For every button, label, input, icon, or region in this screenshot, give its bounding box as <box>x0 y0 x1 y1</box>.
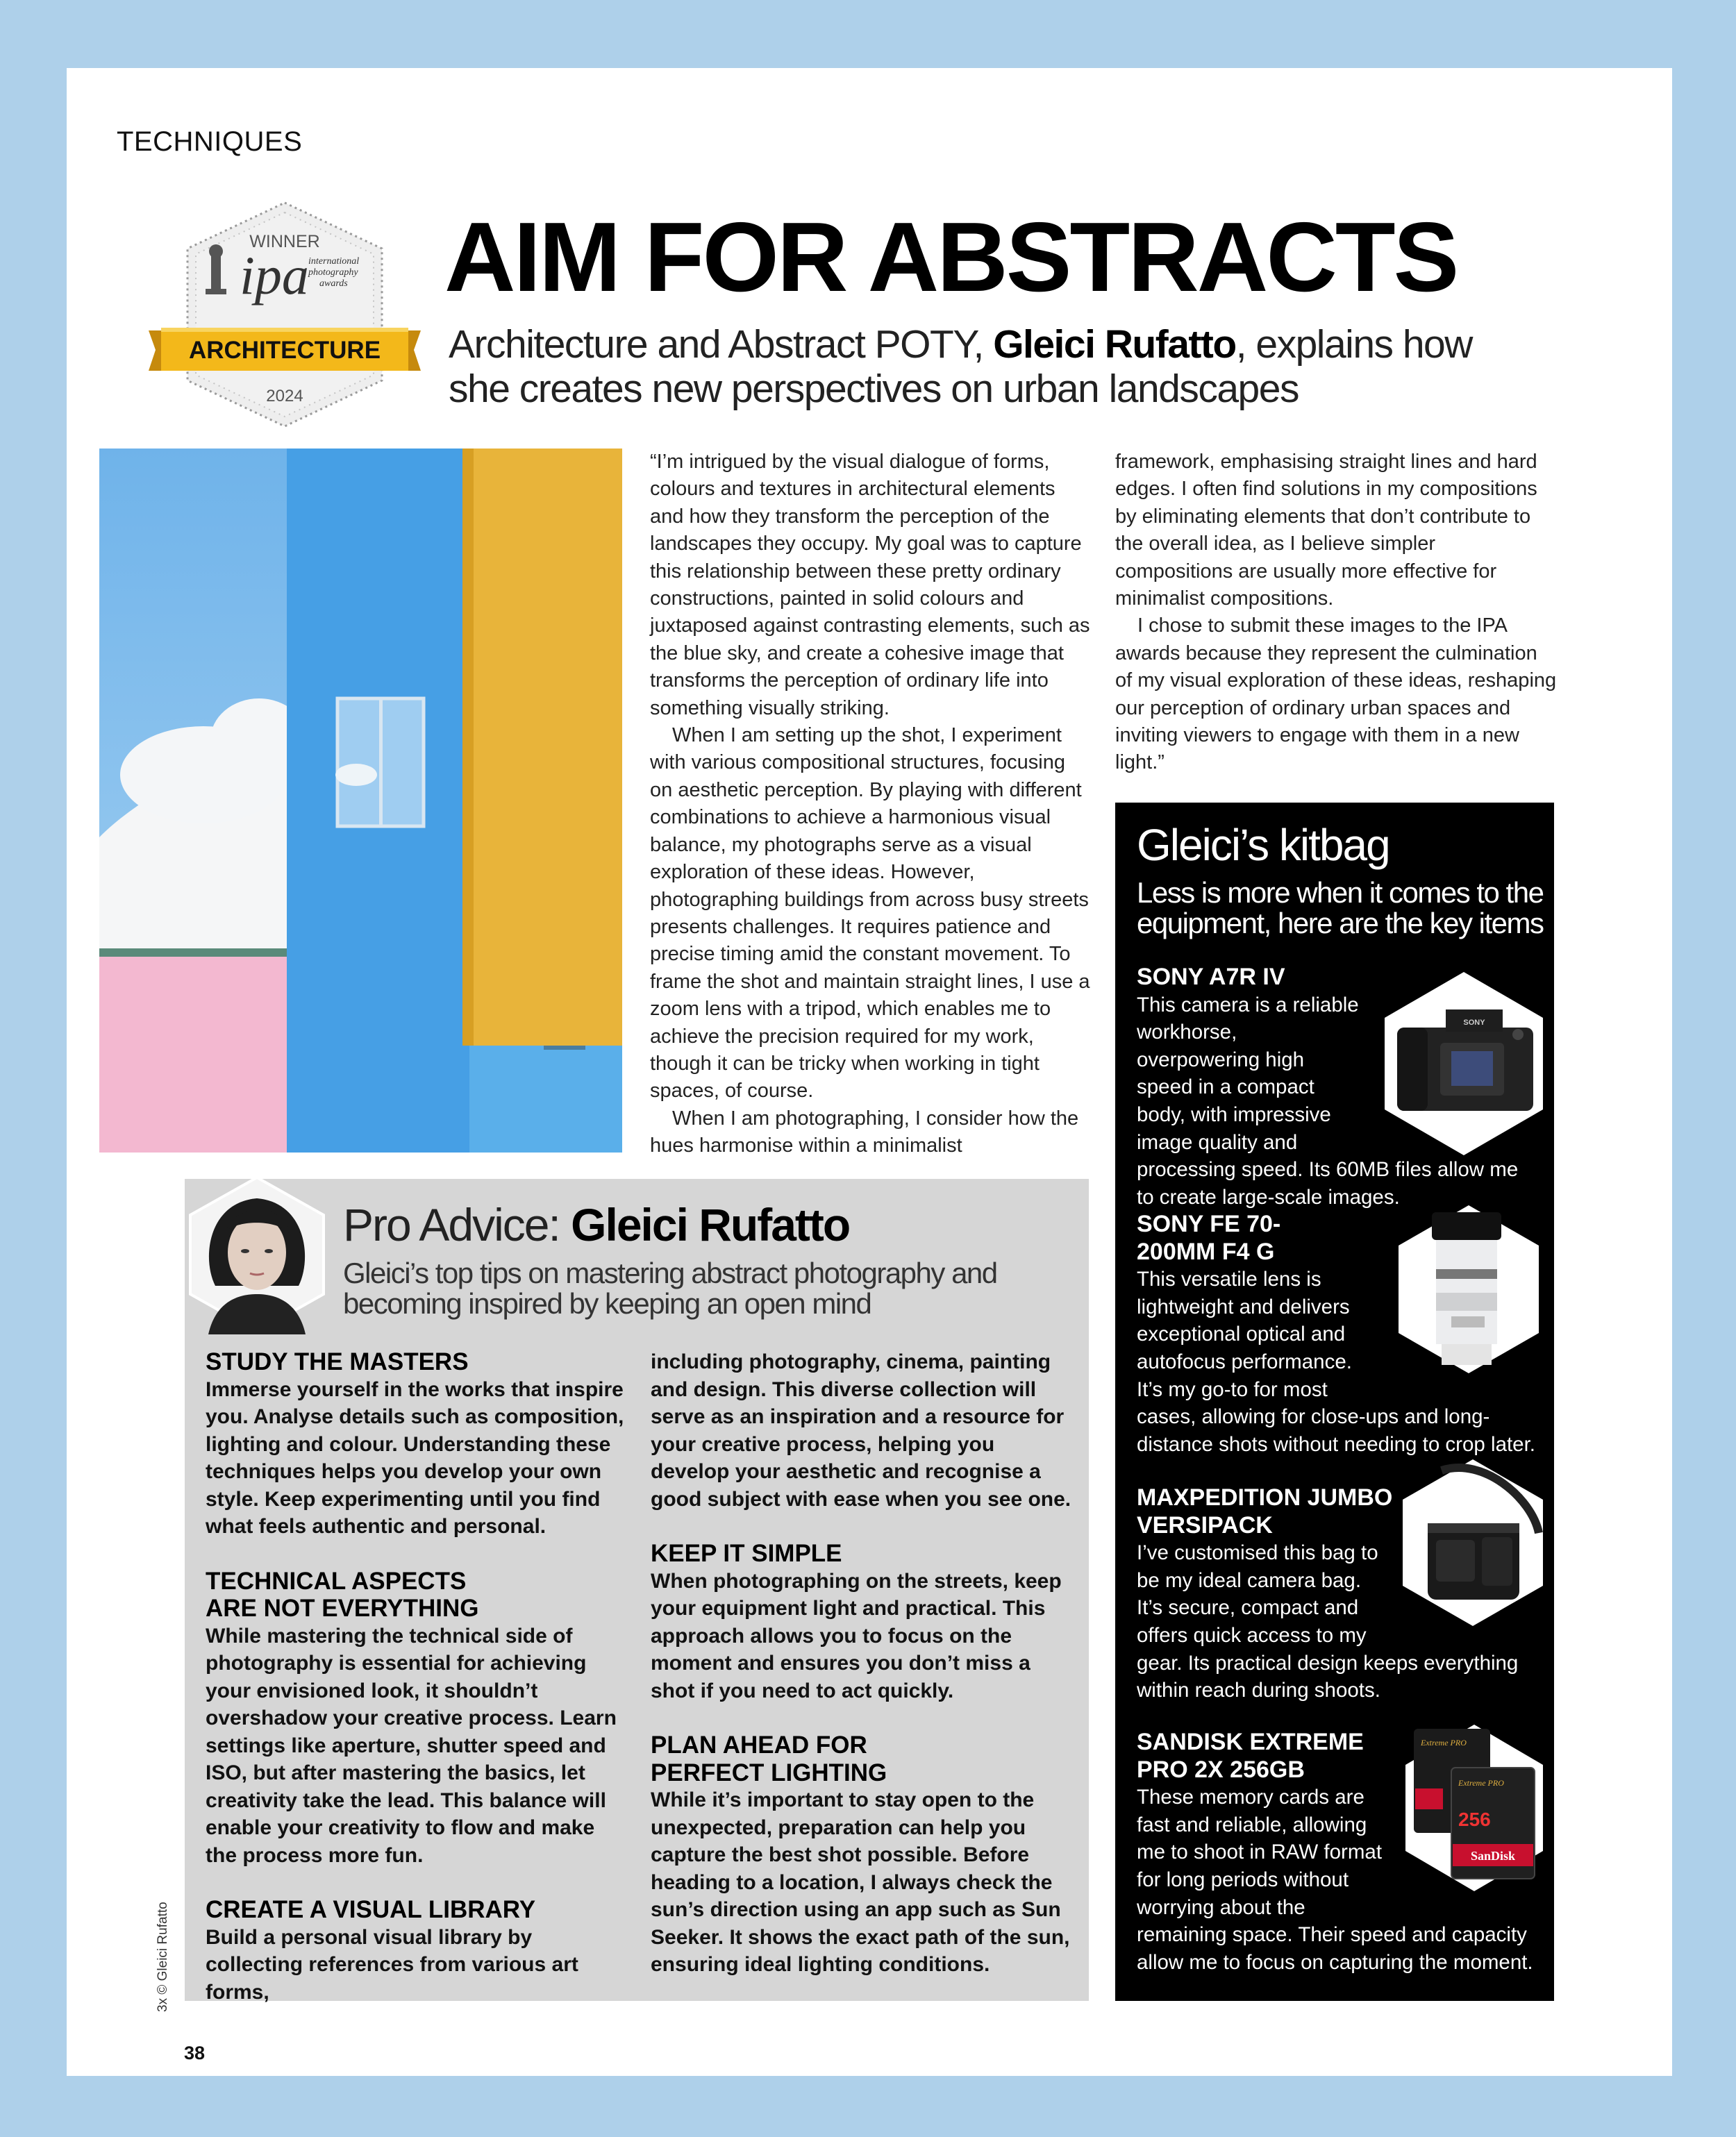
camera-brand-text: SONY <box>1463 1019 1485 1027</box>
kit-item-name: SANDISK EXTREME PRO 2X 256GB <box>1137 1729 1364 1783</box>
pro-advice-title <box>343 1198 849 1251</box>
kit-item-camera <box>1137 964 1526 1211</box>
kitbag-subtitle: Less is more when it comes to the equipment, here are the key items <box>1137 876 1544 939</box>
tips-column-left <box>206 1348 629 2006</box>
kitbag-title: Gleici’s kitbag <box>1137 820 1389 870</box>
body-paragraph: I chose to submit these images to the IPA awards because they represent the culmination of my visual exploration of these ideas, reshaping our perception of ordinary urban spaces and inviting viewers to engage with them in a new light.” <box>1115 614 1557 774</box>
tip-heading: TECHNICAL ASPECTS ARE NOT EVERYTHING <box>206 1567 479 1622</box>
pro-advice-subtitle: Gleici’s top tips on mastering abstract photography and becoming inspired by keeping an open mind <box>343 1257 997 1320</box>
portrait-photo <box>187 1175 326 1334</box>
body-paragraph: When I am setting up the shot, I experiment with various compositional structures, focusing on aesthetic perception. By playing with different combinations to achieve a harmonious visual balance, my photographs serve as a visual exploration of these ideas. However, photographing buildings from across busy streets presents challenges. It requires patience and precise timing amid the constant movement. To frame the shot and maintain straight lines, I use a zoom lens with a tripod, which enables me to achieve the precision required for my work, though it can be tricky when working in tight spaces, of course. <box>650 724 1090 1103</box>
kit-item-bag <box>1137 1484 1539 1704</box>
badge-logo-line2: photography <box>308 267 358 278</box>
badge-logo-text: ipa <box>240 245 309 305</box>
tip-text: Build a personal visual library by collecting references from various art forms, <box>206 1925 578 2004</box>
kit-item-text: This camera is a reliable workhorse, overpowering high speed in a compact body, with impressive image quality and processing speed. Its 60MB files allow me to create large-scale images. <box>1137 993 1519 1209</box>
badge-category-text: ARCHITECTURE <box>188 337 381 364</box>
photo-credit <box>147 1888 175 2013</box>
headline: AIM FOR ABSTRACTS <box>444 202 1458 312</box>
card-brand-text: SanDisk <box>1470 1849 1516 1863</box>
kit-item-lens <box>1137 1211 1539 1458</box>
body-column-2 <box>1115 449 1557 777</box>
tip-text: While it’s important to stay open to the unexpected, preparation can help you capture the best shot possible. Before heading to a location, I always check the sun’s direction using an app such as Sun Seeker. It shows the exact path of the sun, ensuring ideal lighting conditions. <box>651 1788 1070 1976</box>
standfirst-post: , explains how she creates new perspectives on urban landscapes <box>449 322 1472 411</box>
svg-text:Extreme PRO: Extreme PRO <box>1421 1738 1467 1748</box>
tip-heading: STUDY THE MASTERS <box>206 1348 469 1375</box>
tip-heading: CREATE A VISUAL LIBRARY <box>206 1896 536 1923</box>
badge-year-text: 2024 <box>266 387 303 405</box>
tips-column-right <box>651 1348 1074 1979</box>
kit-item-text: These memory cards are fast and reliable, allowing me to shoot in RAW format for long periods without worrying about the remaining space. Their speed and capacity allow me to focus on capturing the moment. <box>1137 1786 1533 1974</box>
standfirst-pre: Architecture and Abstract POTY, <box>449 322 994 367</box>
kit-item-name: SONY FE 70-200MM F4 G <box>1137 1211 1281 1265</box>
badge-logo-line1: international <box>308 256 360 267</box>
kit-item-name: SONY A7R IV <box>1137 964 1285 990</box>
body-paragraph: framework, emphasising straight lines and hard edges. I often find solutions in my compositions by eliminating elements that don’t contribute to the overall idea, as I believe simpler compositions are usually more effective for minimalist compositions. <box>1115 451 1537 610</box>
body-paragraph: When I am photographing, I consider how the hues harmonise within a minimalist <box>650 1107 1079 1157</box>
badge-logo-line3: awards <box>319 278 348 289</box>
kit-item-text: I’ve customised this bag to be my ideal camera bag. It’s secure, compact and offers quick access to my gear. Its practical design keeps everything within reach during shoots. <box>1137 1541 1519 1702</box>
kit-item-text: This versatile lens is lightweight and delivers exceptional optical and autofocus performance. It’s my go-to for most cases, allowing for close-ups and long-distance shots without needing to crop later. <box>1137 1268 1535 1456</box>
pro-advice-title-name: Gleici Rufatto <box>571 1199 850 1250</box>
tip-text: including photography, cinema, painting and design. This diverse collection will serve as an inspiration and a resource for your creative process, helping you develop your aesthetic and recognise a good subject with ease when you see one. <box>651 1350 1071 1511</box>
pro-advice-title-pre: Pro Advice: <box>343 1199 571 1250</box>
section-label: TECHNIQUES <box>117 126 303 157</box>
standfirst <box>449 322 1504 411</box>
ipa-winner-badge <box>146 200 424 429</box>
kit-item-name: MAXPEDITION JUMBO VERSIPACK <box>1137 1484 1393 1539</box>
body-paragraph: “I’m intrigued by the visual dialogue of forms, colours and textures in architectural elements and how they transform the perception of the landscapes they occupy. My goal was to capture this relationship between these pretty ordinary constructions, painted in solid colours and juxtaposed against contrasting elements, such as the blue sky, and create a cohesive image that transforms the perception of ordinary life into something visually striking. <box>650 451 1090 719</box>
tip-text: While mastering the technical side of photography is essential for achieving your envisioned look, it shouldn’t overshadow your creative process. Learn settings like aperture, shutter speed and ISO, but after mastering the basics, let creativity take the lead. This balance will enable your creativity to flow and make the process more fun. <box>206 1624 617 1867</box>
photo-credit-text: 3x © Gleici Rufatto <box>156 1902 170 2012</box>
card-size-text: 256 <box>1458 1809 1491 1830</box>
tip-text: When photographing on the streets, keep your equipment light and practical. This approach allows you to focus on the moment and ensures you don’t miss a shot if you need to act quickly. <box>651 1569 1062 1702</box>
tip-heading: PLAN AHEAD FOR PERFECT LIGHTING <box>651 1732 887 1786</box>
tip-text: Immerse yourself in the works that inspire you. Analyse details such as composition, lighting and colour. Understanding these techniques helps you develop your own style. Keep experimenting until you find what feels authentic and personal. <box>206 1377 624 1538</box>
body-column-1 <box>650 449 1092 1160</box>
hero-photograph <box>99 449 622 1153</box>
kit-item-memory-cards <box>1137 1729 1539 1976</box>
page-number: 38 <box>184 2043 206 2063</box>
card-label-text: Extreme PRO <box>1458 1778 1504 1788</box>
tip-heading: KEEP IT SIMPLE <box>651 1540 842 1567</box>
standfirst-name: Gleici Rufatto <box>993 322 1236 367</box>
badge-winner-text: WINNER <box>249 232 320 251</box>
